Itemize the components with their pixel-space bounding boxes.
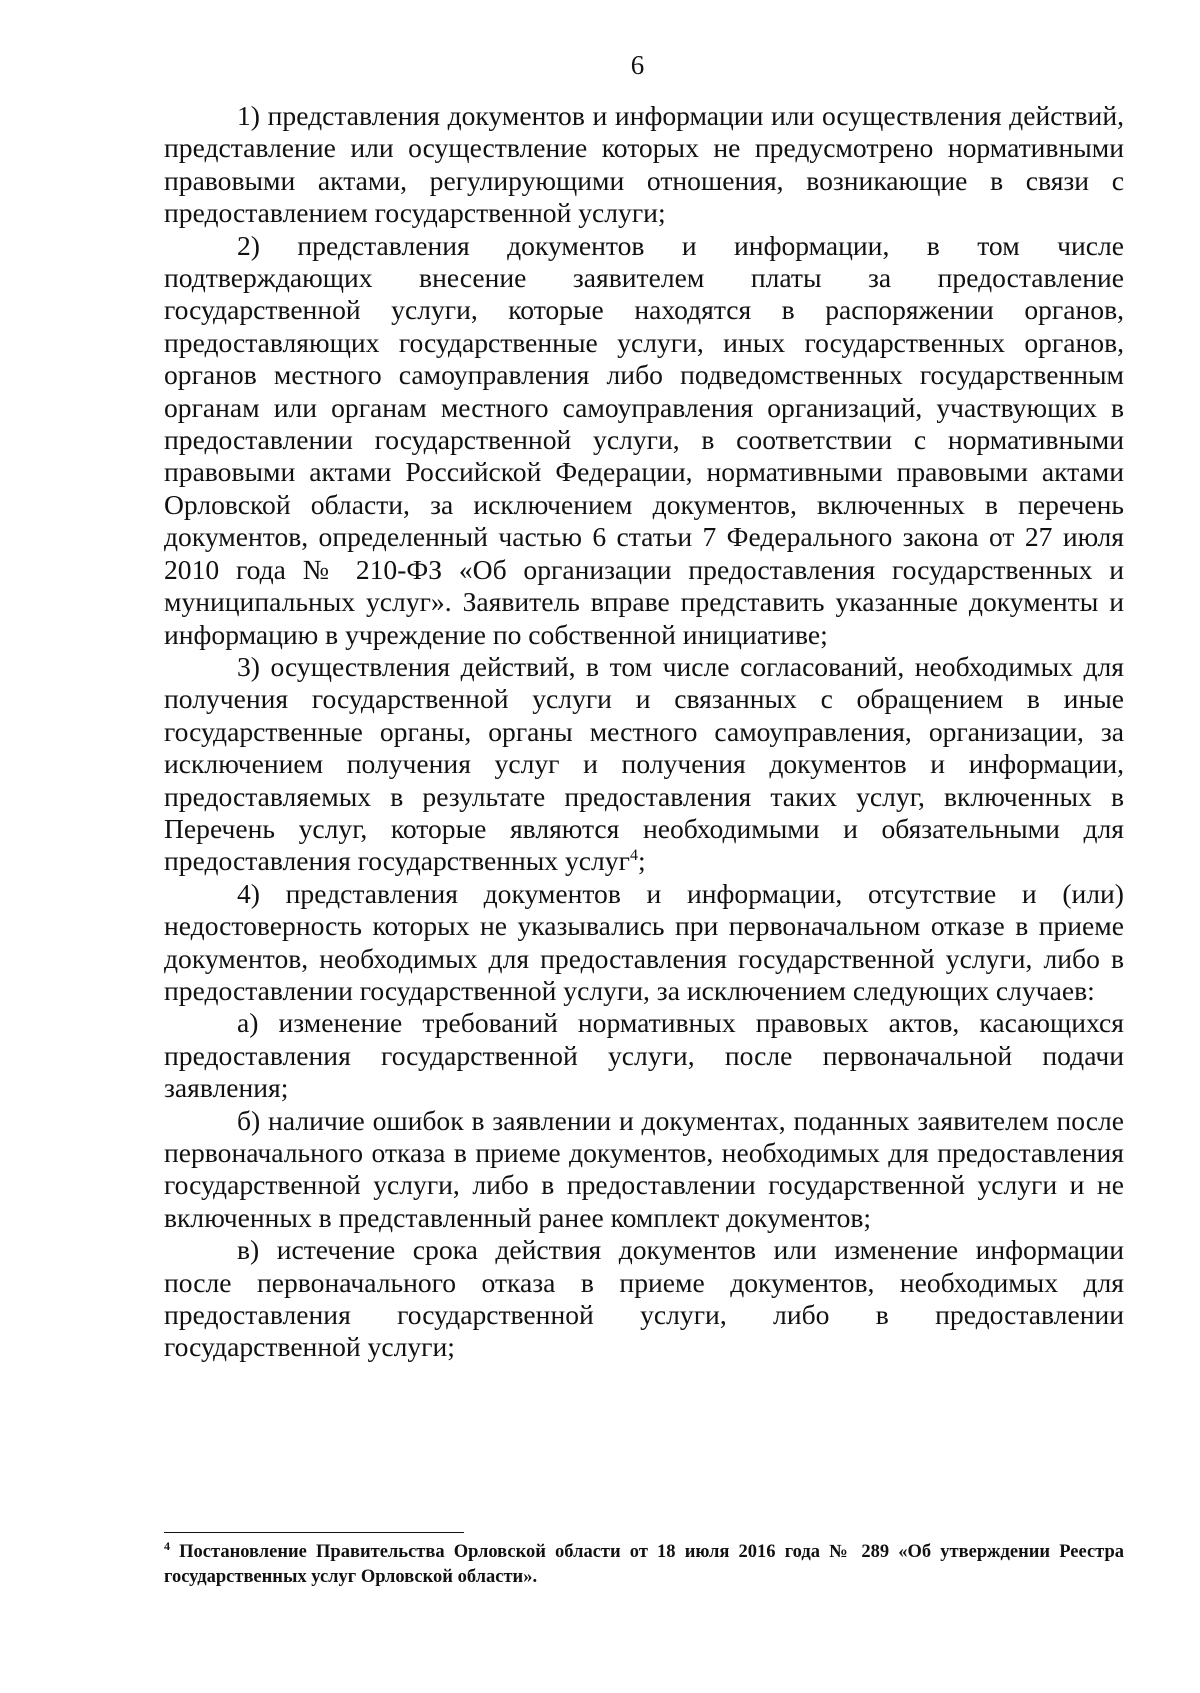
paragraph-subitem-b [164, 1105, 1124, 1235]
page-number: 6 [630, 50, 645, 80]
paragraph-text: а) изменение требований нормативных правовых актов, касающихся предоставления государственной услуги, после первоначальной подачи заявления; [164, 1007, 1124, 1104]
paragraph-item-1 [164, 100, 1124, 230]
footnote [164, 1540, 1124, 1590]
footnote-mark: 4 [164, 1538, 170, 1553]
paragraph-item-4 [164, 878, 1124, 1008]
paragraph-tail: ; [637, 845, 646, 877]
paragraph-text: 4) представления документов и информации, отсутствие и (или) недостоверность которых не указывались при первоначальном отказе в приеме документов, необходимых для предоставления государственной услуги, либо в предоставлении государственной услуги, за исключением следующих случаев: [164, 877, 1124, 1006]
paragraph-item-2 [164, 230, 1124, 651]
paragraph-text: в) истечение срока действия документов или изменение информации после первоначального отказа в приеме документов, необходимых для предоставления государственной услуги, либо в предоставлении государственной услуги; [164, 1234, 1124, 1363]
document-body [164, 100, 1124, 1364]
paragraph-subitem-v [164, 1234, 1124, 1364]
paragraph-text: 2) представления документов и информации, в том числе подтверждающих внесение заявителем платы за предоставление государственной услуги, которые находятся в распоряжении органов, предоставляющих государственные услуги, иных государственных органов, органов местного самоуправления либо подведомственных государственным органам или органам местного самоуправления организаций, участвующих в предоставлении государственной услуги, в соответствии с нормативными правовыми актами Российской Федерации, нормативными правовыми актами Орловской области, за исключением документов, включенных в перечень документов, определенный частью 6 статьи 7 Федерального закона от 27 июля 2010 года № 210-ФЗ «Об организации предоставления государственных и муниципальных услуг». Заявитель вправе представить указанные документы и информацию в учреждение по собственной инициативе; [164, 229, 1124, 650]
footnote-divider [164, 1532, 464, 1533]
paragraph-text: 3) осуществления действий, в том числе согласований, необходимых для получения государственной услуги и связанных с обращением в иные государственные органы, органы местного самоуправления, организации, за исключением получения услуг и получения документов и информации, предоставляемых в результате предоставления таких услуг, включенных в Перечень услуг, которые являются необходимыми и обязательными для предоставления государственных услуг [164, 650, 1124, 877]
paragraph-subitem-a [164, 1007, 1124, 1104]
paragraph-text: б) наличие ошибок в заявлении и документах, поданных заявителем после первоначального отказа в приеме документов, необходимых для предоставления государственной услуги, либо в предоставлении государственной услуги и не включенных в представленный ранее комплект документов; [164, 1104, 1124, 1233]
paragraph-text: 1) представления документов и информации или осуществления действий, представление или осуществление которых не предусмотрено нормативными правовыми актами, регулирующими отношения, возникающие в связи с предоставлением государственной услуги; [164, 100, 1124, 229]
footnote-reference: 4 [629, 847, 638, 865]
paragraph-item-3 [164, 651, 1124, 878]
footnote-text: Постановление Правительства Орловской области от 18 июля 2016 года № 289 «Об утверждении Реестра государственных услуг Орловской области». [164, 1542, 1125, 1587]
